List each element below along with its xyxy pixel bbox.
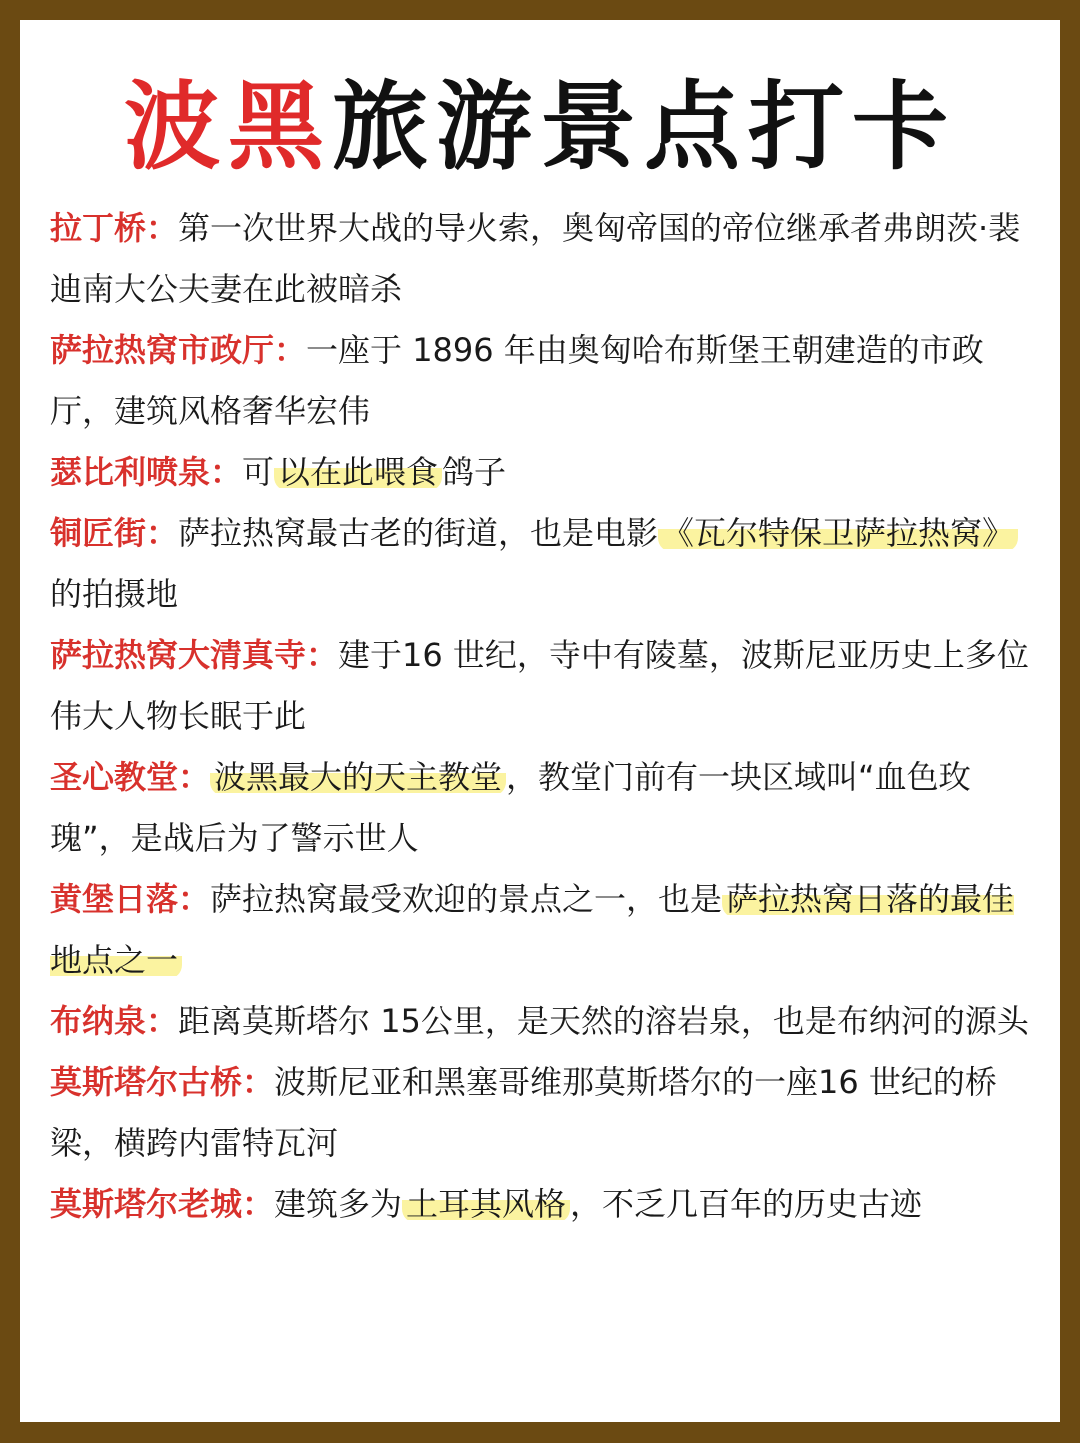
attraction-description: 第一次世界大战的导火索，奥匈帝国的帝位继承者弗朗茨·裴迪南大公夫妻在此被暗杀	[50, 209, 1021, 308]
list-item-buna-spring	[50, 991, 1035, 1052]
attraction-name: 拉丁桥：	[50, 209, 179, 247]
attraction-name: 瑟比利喷泉：	[50, 453, 243, 491]
attraction-description-end: ，不乏几百年的历史古迹	[570, 1185, 923, 1223]
attraction-description-end: 鸽子	[442, 453, 507, 491]
attraction-description: 建筑多为	[274, 1185, 403, 1223]
list-item-mostar-old-town	[50, 1174, 1035, 1235]
attraction-description: 萨拉热窝最古老的街道，也是电影	[178, 514, 659, 552]
attraction-list	[50, 198, 1035, 1235]
attraction-description: 一座于 1896 年由奥匈哈布斯堡王朝建造的市政厅，建筑风格奢华宏伟	[50, 331, 984, 430]
list-item-city-hall	[50, 320, 1035, 442]
list-item-mostar-old-bridge	[50, 1052, 1035, 1174]
content-card	[20, 20, 1060, 1422]
attraction-description: 建于16 世纪，寺中有陵墓，波斯尼亚历史上多位伟大人物长眠于此	[50, 636, 1029, 735]
attraction-name: 铜匠街：	[50, 514, 179, 552]
list-item-sebilj-fountain	[50, 442, 1035, 503]
page-title	[20, 72, 1060, 182]
attraction-description-end: ，教堂门前有一块区域叫“血色玫瑰”，是战后为了警示世人	[50, 758, 971, 857]
attraction-name: 莫斯塔尔古桥：	[50, 1063, 275, 1101]
attraction-description: 波斯尼亚和黑塞哥维那莫斯塔尔的一座16 世纪的桥梁，横跨内雷特瓦河	[50, 1063, 997, 1162]
highlighted-text: 土耳其风格	[402, 1185, 570, 1223]
attraction-name: 黄堡日落：	[50, 880, 211, 918]
list-item-grand-mosque	[50, 625, 1035, 747]
highlighted-text: 《瓦尔特保卫萨拉热窝》	[658, 514, 1018, 552]
list-item-yellow-fortress-sunset	[50, 869, 1035, 991]
highlighted-text: 波黑最大的天主教堂	[210, 758, 506, 796]
attraction-description: 萨拉热窝最受欢迎的景点之一，也是	[210, 880, 723, 918]
list-item-sacred-heart-cathedral	[50, 747, 1035, 869]
highlighted-text: 萨拉热窝日落的最佳地点之一	[50, 880, 1015, 979]
attraction-description: 距离莫斯塔尔 15公里，是天然的溶岩泉，也是布纳河的源头	[178, 1002, 1029, 1040]
title-highlight: 波黑	[124, 71, 332, 183]
attraction-name: 萨拉热窝大清真寺：	[50, 636, 339, 674]
list-item-latin-bridge	[50, 198, 1035, 320]
attraction-name: 布纳泉：	[50, 1002, 179, 1040]
title-main: 旅游景点打卡	[332, 71, 956, 183]
attraction-description: 可	[242, 453, 275, 491]
attraction-name: 莫斯塔尔老城：	[50, 1185, 275, 1223]
attraction-name: 圣心教堂：	[50, 758, 211, 796]
highlighted-text: 以在此喂食	[274, 453, 442, 491]
list-item-coppersmith-street	[50, 503, 1035, 625]
attraction-name: 萨拉热窝市政厅：	[50, 331, 307, 369]
attraction-description-end: 的拍摄地	[50, 575, 179, 613]
